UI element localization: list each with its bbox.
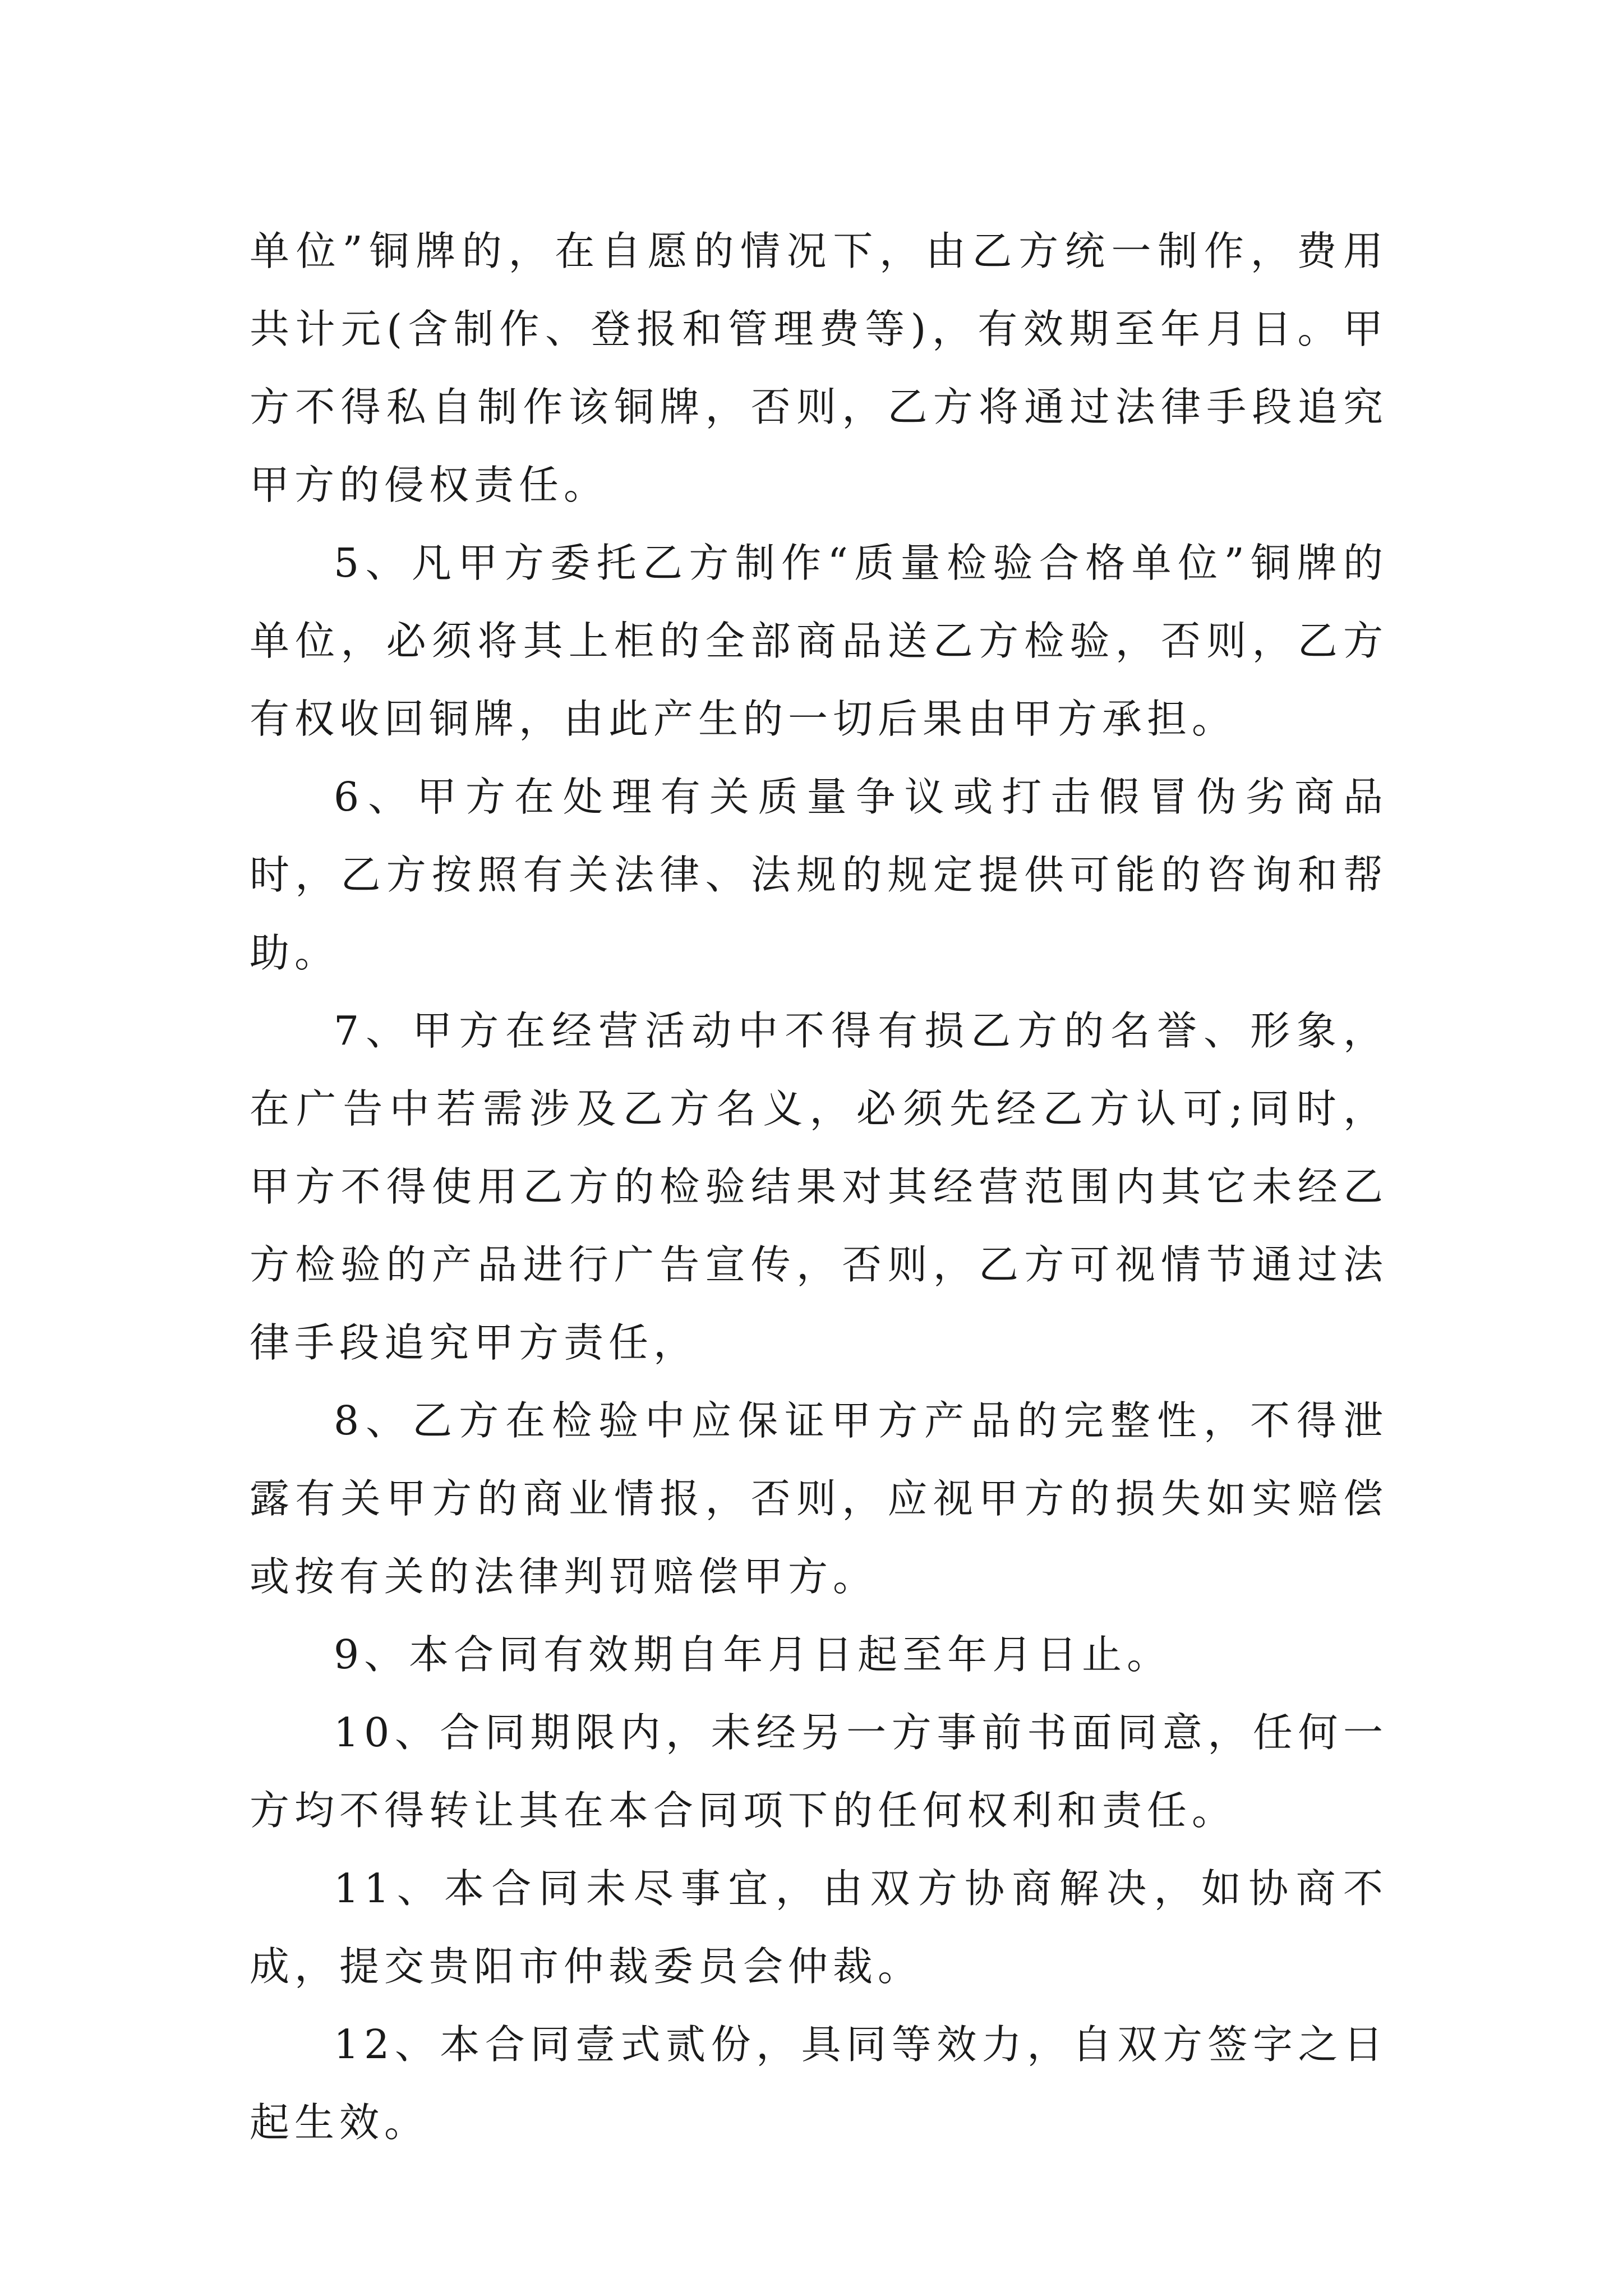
- clause-5: 5、凡甲方委托乙方制作“质量检验合格单位”铜牌的单位，必须将其上柜的全部商品送乙方检验，否则，乙方有权收回铜牌，由此产生的一切后果由甲方承担。: [250, 540, 1388, 742]
- clause-10: 10、合同期限内，未经另一方事前书面同意，任何一方均不得转让其在本合同项下的任何权利和责任。: [250, 1709, 1388, 1834]
- contract-body: [250, 212, 1388, 2161]
- clause-12: 12、本合同壹式贰份，具同等效力，自双方签字之日起生效。: [250, 2021, 1388, 2146]
- clause-11: 11、本合同未尽事宜，由双方协商解决，如协商不成，提交贵阳市仲裁委员会仲裁。: [250, 1865, 1388, 1990]
- clause-9: 9、本合同有效期自年月日起至年月日止。: [334, 1631, 1172, 1678]
- paragraph-continuation: 单位”铜牌的，在自愿的情况下，由乙方统一制作，费用共计元(含制作、登报和管理费等)，有效期至年月日。甲方不得私自制作该铜牌，否则，乙方将通过法律手段追究甲方的侵权责任。: [250, 228, 1388, 508]
- clause-7: 7、甲方在经营活动中不得有损乙方的名誉、形象，在广告中若需涉及乙方名义，必须先经乙方认可;同时，甲方不得使用乙方的检验结果对其经营范围内其它未经乙方检验的产品进行广告宣传，否则，乙方可视情节通过法律手段追究甲方责任，: [250, 1007, 1388, 1366]
- clause-6: 6、甲方在处理有关质量争议或打击假冒伪劣商品时，乙方按照有关法律、法规的规定提供可能的咨询和帮助。: [250, 774, 1388, 976]
- clause-8: 8、乙方在检验中应保证甲方产品的完整性，不得泄露有关甲方的商业情报，否则，应视甲方的损失如实赔偿或按有关的法律判罚赔偿甲方。: [250, 1397, 1388, 1600]
